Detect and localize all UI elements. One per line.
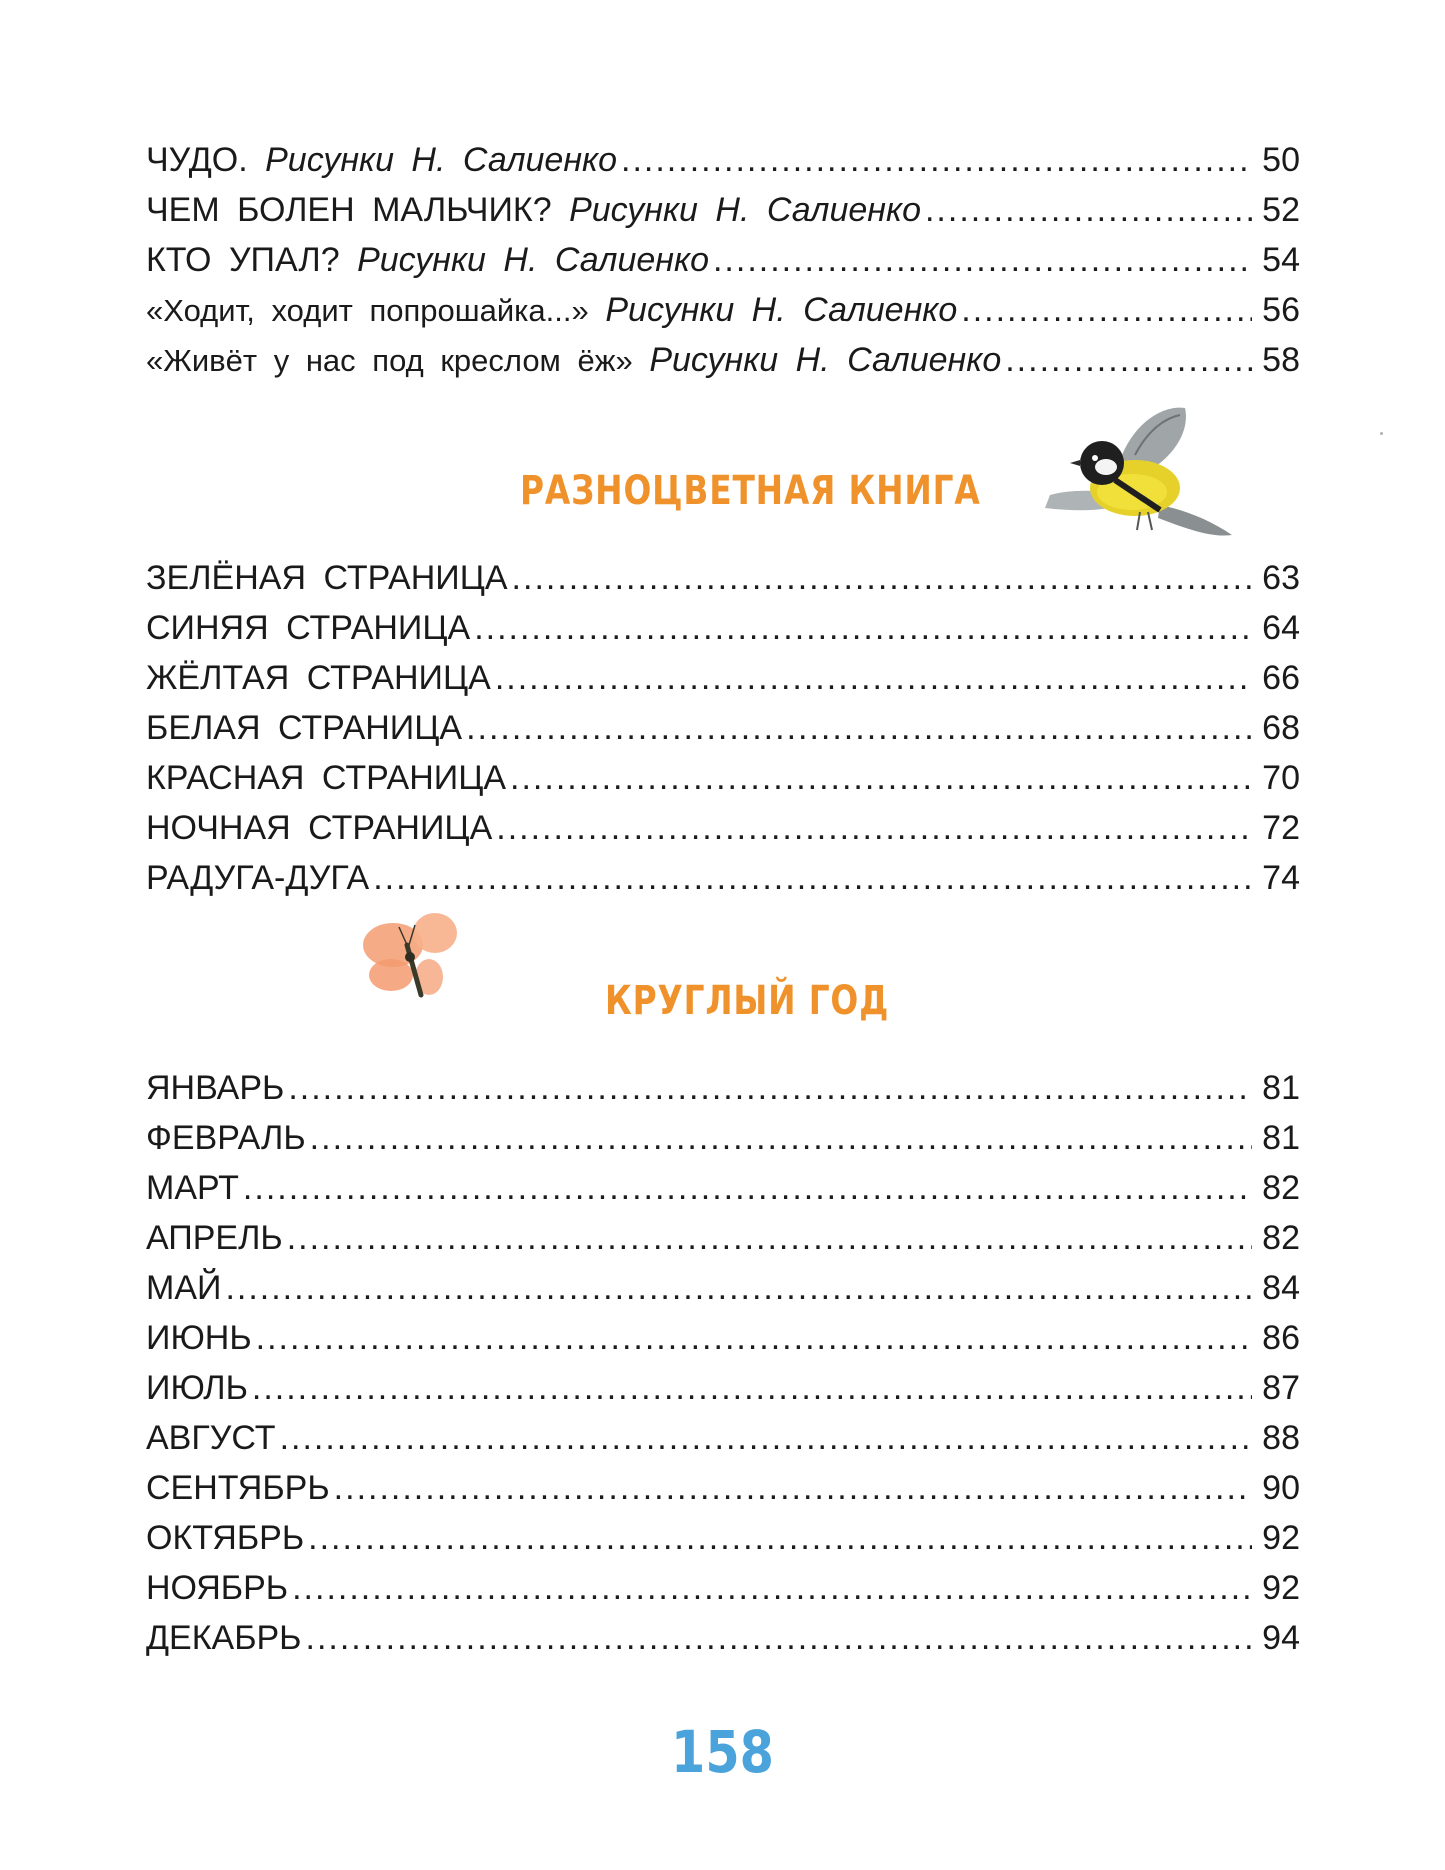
toc-entry-page: 50 bbox=[1262, 141, 1300, 179]
toc-entry[interactable] bbox=[146, 1063, 1300, 1113]
toc-leader-dots bbox=[280, 1413, 1252, 1463]
toc-entry-page: 94 bbox=[1262, 1619, 1300, 1657]
toc-entry-title: ИЮЛЬ bbox=[146, 1369, 248, 1407]
toc-entry-page: 54 bbox=[1262, 241, 1300, 279]
toc-entry-page: 92 bbox=[1262, 1519, 1300, 1557]
toc-leader-dots bbox=[334, 1463, 1252, 1513]
toc-entry-page: 81 bbox=[1262, 1069, 1300, 1107]
toc-entry-illustrator: Рисунки Н. Салиенко bbox=[357, 241, 709, 279]
toc-entry[interactable] bbox=[146, 803, 1300, 853]
toc-section-colorful-book bbox=[146, 553, 1300, 903]
toc-leader-dots bbox=[496, 803, 1252, 853]
toc-entry-illustrator: Рисунки Н. Салиенко bbox=[605, 291, 958, 329]
toc-leader-dots bbox=[373, 853, 1252, 903]
toc-leader-dots bbox=[621, 135, 1252, 185]
toc-entry-illustrator: Рисунки Н. Салиенко bbox=[569, 191, 921, 229]
toc-section-top bbox=[146, 135, 1300, 385]
toc-entry-page: 92 bbox=[1262, 1569, 1300, 1607]
toc-entry[interactable] bbox=[146, 1163, 1300, 1213]
toc-entry-title: ИЮНЬ bbox=[146, 1319, 252, 1357]
toc-entry-title: «Живёт у нас под креслом ёж» Рисунки Н. Салиенко bbox=[146, 341, 1002, 379]
toc-leader-dots bbox=[308, 1513, 1252, 1563]
toc-entry[interactable] bbox=[146, 1113, 1300, 1163]
section-heading-colorful-book: РАЗНОЦВЕТНАЯ КНИГА bbox=[520, 468, 981, 514]
toc-entry[interactable] bbox=[146, 185, 1300, 235]
toc-entry-title: ДЕКАБРЬ bbox=[146, 1619, 302, 1657]
toc-entry[interactable] bbox=[146, 703, 1300, 753]
toc-entry[interactable] bbox=[146, 653, 1300, 703]
toc-entry-title: «Ходит, ходит попрошайка...» Рисунки Н. Салиенко bbox=[146, 291, 958, 329]
toc-entry-title: СЕНТЯБРЬ bbox=[146, 1469, 330, 1507]
toc-entry-page: 72 bbox=[1262, 809, 1300, 847]
toc-entry-title: АВГУСТ bbox=[146, 1419, 276, 1457]
toc-leader-dots bbox=[225, 1263, 1252, 1313]
toc-entry-title: НОЧНАЯ СТРАНИЦА bbox=[146, 809, 493, 847]
toc-leader-dots bbox=[925, 185, 1252, 235]
toc-entry[interactable] bbox=[146, 1313, 1300, 1363]
toc-entry-title: ЯНВАРЬ bbox=[146, 1069, 285, 1107]
toc-entry[interactable] bbox=[146, 285, 1300, 335]
toc-leader-dots bbox=[474, 603, 1252, 653]
toc-entry-page: 84 bbox=[1262, 1269, 1300, 1307]
toc-entry-page: 74 bbox=[1262, 859, 1300, 897]
toc-entry-title: ЧЕМ БОЛЕН МАЛЬЧИК? Рисунки Н. Салиенко bbox=[146, 191, 921, 229]
toc-entry-title: ОКТЯБРЬ bbox=[146, 1519, 305, 1557]
toc-entry-page: 82 bbox=[1262, 1219, 1300, 1257]
toc-entry[interactable] bbox=[146, 753, 1300, 803]
toc-entry-page: 68 bbox=[1262, 709, 1300, 747]
toc-entry[interactable] bbox=[146, 335, 1300, 385]
toc-entry-title: РАДУГА-ДУГА bbox=[146, 859, 370, 897]
toc-leader-dots bbox=[256, 1313, 1252, 1363]
toc-entry-title: КРАСНАЯ СТРАНИЦА bbox=[146, 759, 507, 797]
toc-leader-dots bbox=[961, 285, 1252, 335]
toc-entry-page: 82 bbox=[1262, 1169, 1300, 1207]
paper-speck bbox=[1380, 432, 1383, 435]
toc-leader-dots bbox=[252, 1363, 1252, 1413]
toc-entry[interactable] bbox=[146, 135, 1300, 185]
toc-entry[interactable] bbox=[146, 1463, 1300, 1513]
toc-leader-dots bbox=[510, 753, 1252, 803]
toc-entry[interactable] bbox=[146, 1363, 1300, 1413]
toc-entry[interactable] bbox=[146, 1263, 1300, 1313]
toc-entry-page: 86 bbox=[1262, 1319, 1300, 1357]
toc-section-year-round bbox=[146, 1063, 1300, 1663]
toc-entry-title: ЗЕЛЁНАЯ СТРАНИЦА bbox=[146, 559, 508, 597]
toc-entry-title: ЖЁЛТАЯ СТРАНИЦА bbox=[146, 659, 491, 697]
toc-entry[interactable] bbox=[146, 1513, 1300, 1563]
toc-entry-illustrator: Рисунки Н. Салиенко bbox=[649, 341, 1002, 379]
toc-leader-dots bbox=[306, 1613, 1253, 1663]
toc-leader-dots bbox=[1005, 335, 1252, 385]
toc-leader-dots bbox=[466, 703, 1252, 753]
toc-leader-dots bbox=[495, 653, 1252, 703]
toc-leader-dots bbox=[292, 1563, 1252, 1613]
toc-entry[interactable] bbox=[146, 603, 1300, 653]
toc-entry-title: БЕЛАЯ СТРАНИЦА bbox=[146, 709, 463, 747]
toc-entry-page: 90 bbox=[1262, 1469, 1300, 1507]
toc-entry[interactable] bbox=[146, 853, 1300, 903]
toc-entry[interactable] bbox=[146, 235, 1300, 285]
toc-entry-title: ЧУДО. Рисунки Н. Салиенко bbox=[146, 141, 618, 179]
toc-entry-page: 63 bbox=[1262, 559, 1300, 597]
toc-leader-dots bbox=[243, 1163, 1252, 1213]
toc-leader-dots bbox=[512, 553, 1252, 603]
toc-entry-title: МАЙ bbox=[146, 1269, 222, 1307]
toc-entry-page: 88 bbox=[1262, 1419, 1300, 1457]
toc-entry-title: КТО УПАЛ? Рисунки Н. Салиенко bbox=[146, 241, 709, 279]
toc-leader-dots bbox=[288, 1063, 1252, 1113]
toc-entry-title: НОЯБРЬ bbox=[146, 1569, 289, 1607]
section-heading-year-round: КРУГЛЫЙ ГОД bbox=[605, 978, 890, 1024]
titmouse-illustration bbox=[1040, 400, 1240, 545]
toc-leader-dots bbox=[287, 1213, 1252, 1263]
toc-entry-page: 64 bbox=[1262, 609, 1300, 647]
toc-entry-illustrator: Рисунки Н. Салиенко bbox=[265, 141, 618, 179]
toc-entry-page: 87 bbox=[1262, 1369, 1300, 1407]
butterfly-illustration bbox=[355, 905, 470, 1015]
toc-entry-page: 70 bbox=[1262, 759, 1300, 797]
toc-entry-page: 58 bbox=[1262, 341, 1300, 379]
page-number: 158 bbox=[671, 1718, 774, 1786]
toc-entry-title: АПРЕЛЬ bbox=[146, 1219, 283, 1257]
toc-leader-dots bbox=[310, 1113, 1252, 1163]
toc-entry[interactable] bbox=[146, 553, 1300, 603]
toc-entry[interactable] bbox=[146, 1563, 1300, 1613]
toc-entry[interactable] bbox=[146, 1613, 1300, 1663]
toc-entry-page: 66 bbox=[1262, 659, 1300, 697]
toc-entry[interactable] bbox=[146, 1213, 1300, 1263]
toc-entry-page: 56 bbox=[1262, 291, 1300, 329]
toc-entry-title: МАРТ bbox=[146, 1169, 239, 1207]
toc-leader-dots bbox=[713, 235, 1252, 285]
toc-entry-page: 52 bbox=[1262, 191, 1300, 229]
toc-entry-title: СИНЯЯ СТРАНИЦА bbox=[146, 609, 471, 647]
toc-entry[interactable] bbox=[146, 1413, 1300, 1463]
toc-entry-page: 81 bbox=[1262, 1119, 1300, 1157]
toc-entry-title: ФЕВРАЛЬ bbox=[146, 1119, 306, 1157]
